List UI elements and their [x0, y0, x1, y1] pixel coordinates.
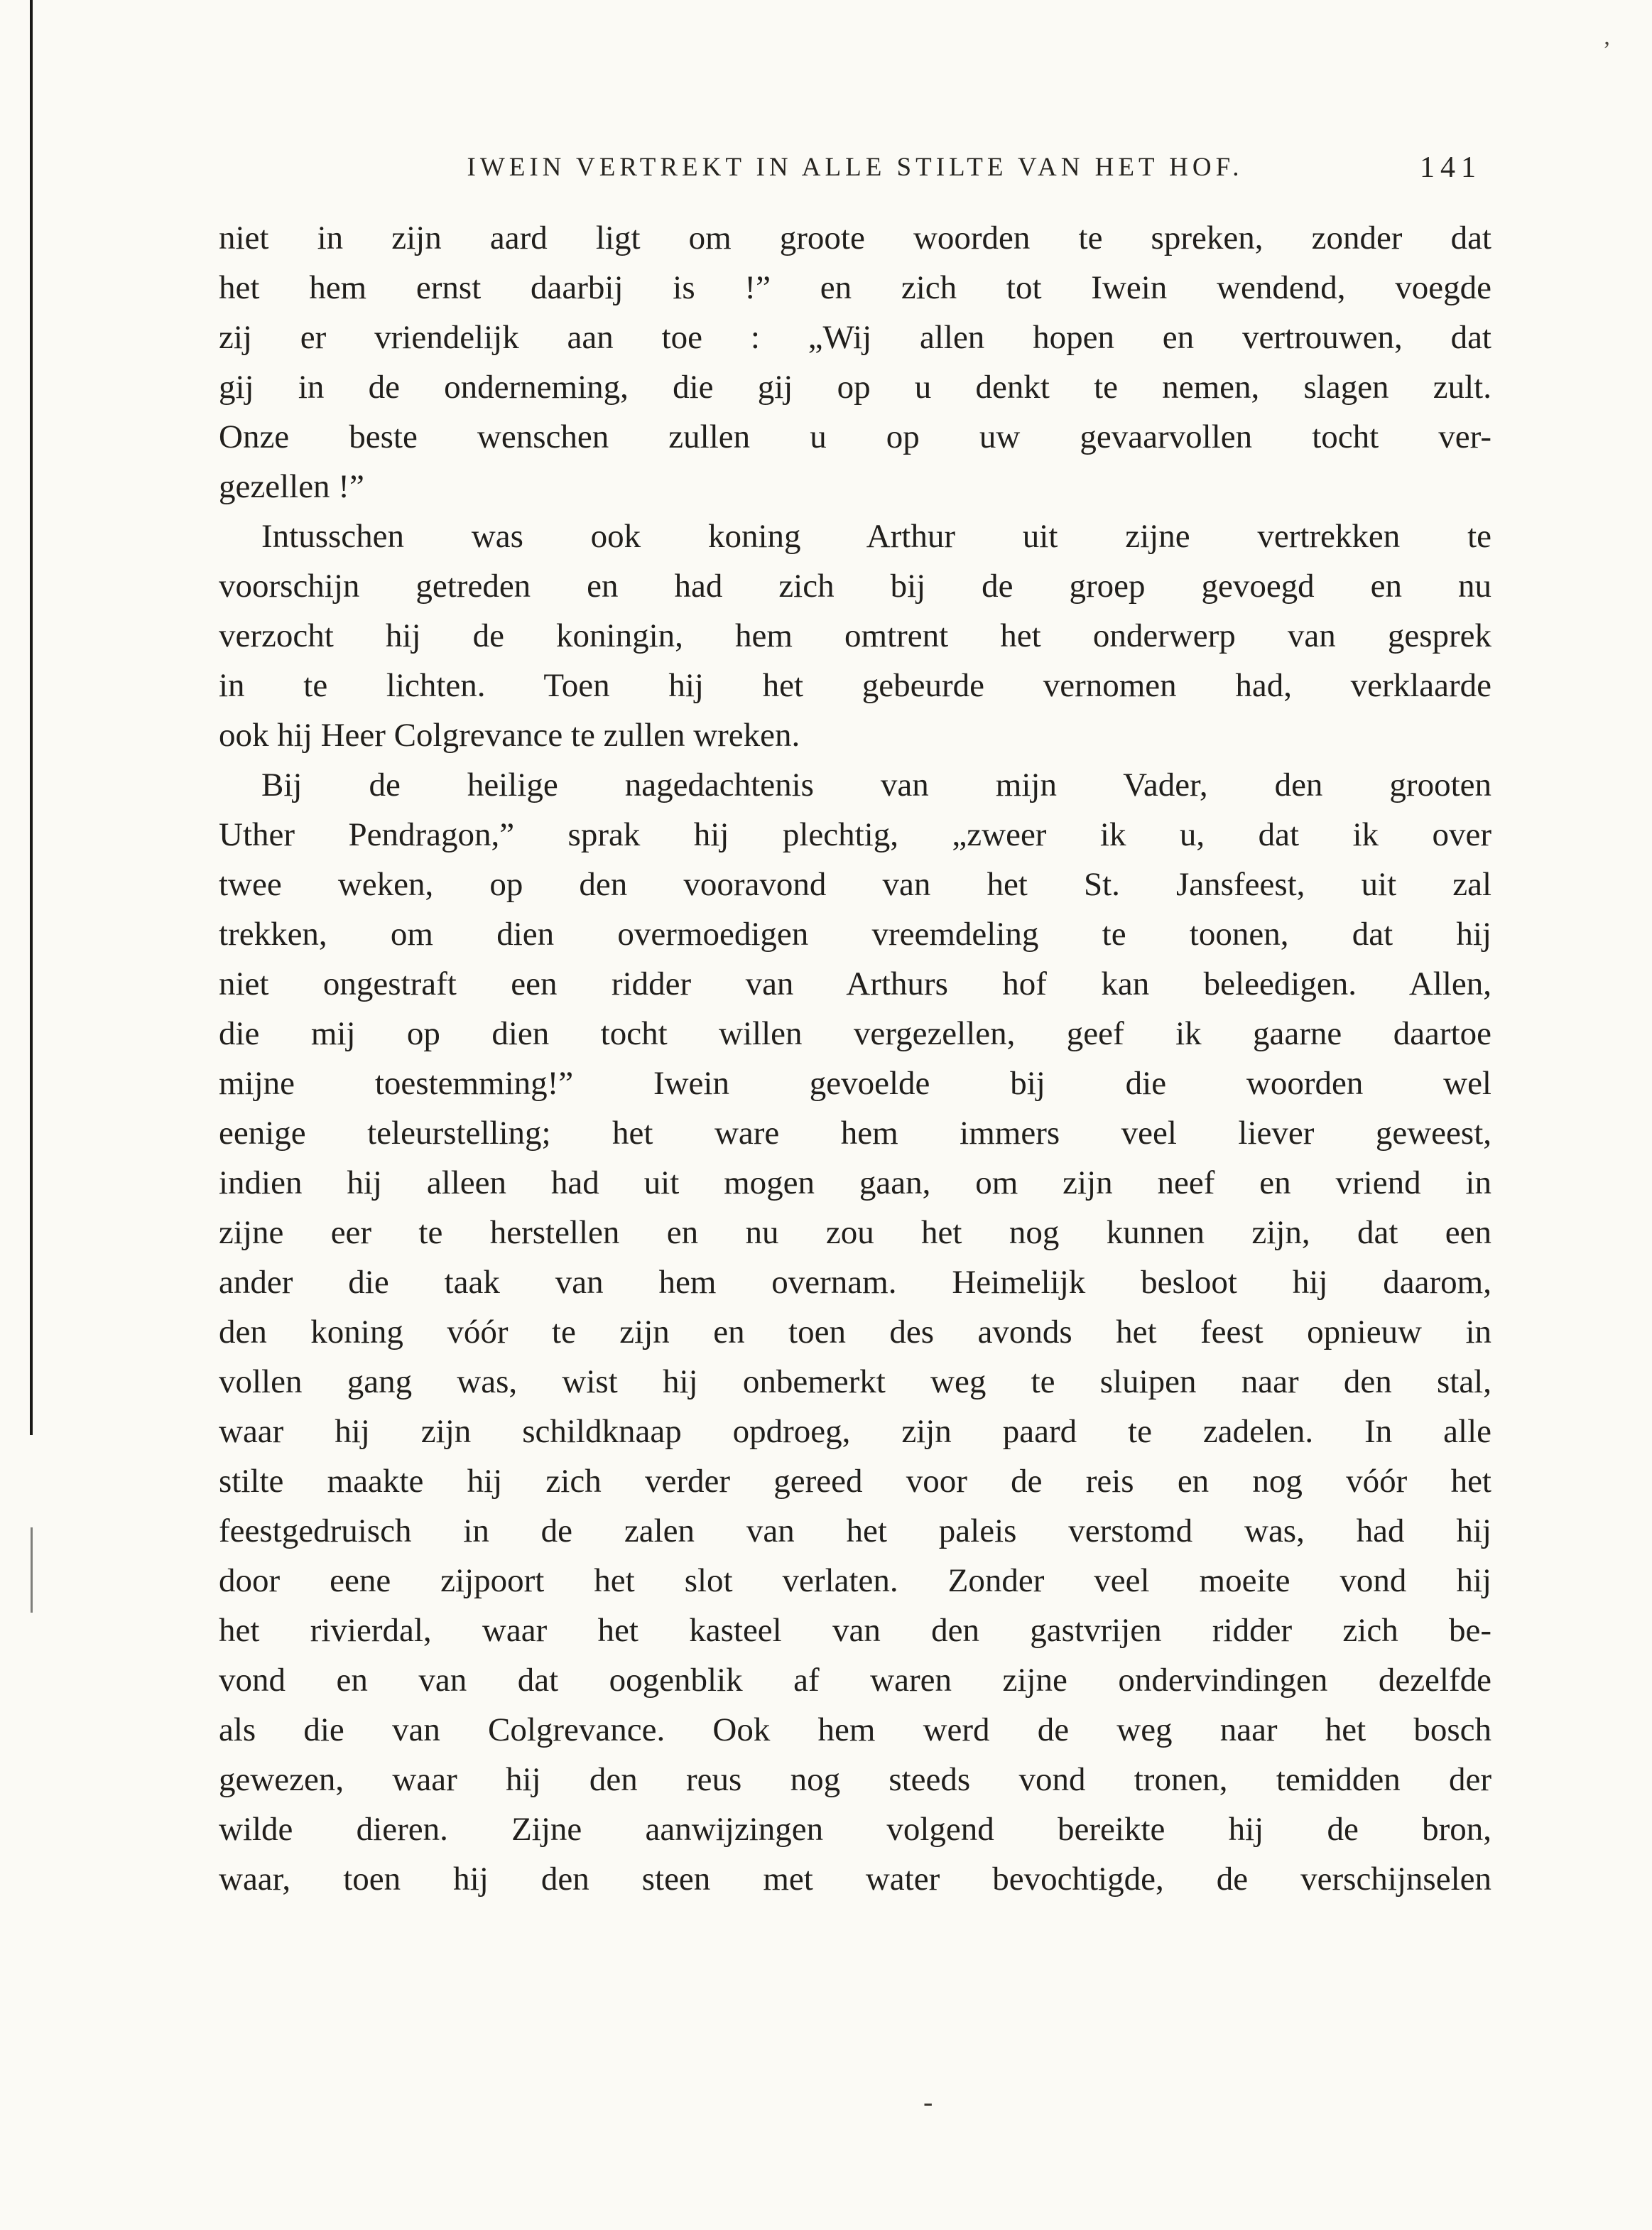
- text-line: Bij de heilige nagedachtenis van mijn Vader, den grooten: [261, 767, 1491, 803]
- text-line: als die van Colgrevance. Ook hem werd de weg naar het bosch: [219, 1711, 1491, 1748]
- text-line: vond en van dat oogenblik af waren zijne ondervindingen dezelfde: [219, 1662, 1491, 1699]
- text-line: voorschijn getreden en had zich bij de groep gevoegd en nu: [219, 568, 1491, 605]
- paragraph: [219, 760, 1491, 1904]
- text-line: Intusschen was ook koning Arthur uit zijne vertrekken te: [261, 518, 1491, 555]
- text-line: gezellen !”: [219, 468, 364, 505]
- text-line: ander die taak van hem overnam. Heimelijk besloot hij daarom,: [219, 1264, 1491, 1301]
- text-line: zij er vriendelijk aan toe : „Wij allen hopen en vertrouwen, dat: [219, 319, 1491, 356]
- text-line: die mij op dien tocht willen vergezellen, geef ik gaarne daartoe: [219, 1015, 1491, 1052]
- scan-artifact-top-right: ’: [1602, 37, 1611, 63]
- text-line: het hem ernst daarbij is !” en zich tot Iwein wendend, voegde: [219, 269, 1491, 306]
- text-line: het rivierdal, waar het kasteel van den gastvrijen ridder zich be-: [219, 1612, 1491, 1649]
- text-line: wilde dieren. Zijne aanwijzingen volgend bereikte hij de bron,: [219, 1811, 1491, 1848]
- text-line: indien hij alleen had uit mogen gaan, om zijn neef en vriend in: [219, 1164, 1491, 1201]
- scan-binding-edge-line-lower: [31, 1527, 33, 1613]
- running-title: IWEIN VERTREKT IN ALLE STILTE VAN HET HOF.: [467, 153, 1244, 182]
- text-line: trekken, om dien overmoedigen vreemdeling te toonen, dat hij: [219, 916, 1491, 953]
- text-line: ook hij Heer Colgrevance te zullen wreken.: [219, 717, 800, 754]
- paragraph: [219, 213, 1491, 512]
- text-line: verzocht hij de koningin, hem omtrent het onderwerp van gesprek: [219, 617, 1491, 654]
- text-line: Uther Pendragon,” sprak hij plechtig, „zweer ik u, dat ik over: [219, 816, 1491, 853]
- text-line: den koning vóór te zijn en toen des avonds het feest opnieuw in: [219, 1314, 1491, 1351]
- scan-binding-edge-line: [30, 0, 33, 1435]
- page-body: [219, 213, 1491, 1904]
- text-line: mijne toestemming!” Iwein gevoelde bij die woorden wel: [219, 1065, 1491, 1102]
- text-line: twee weken, op den vooravond van het St. Jansfeest, uit zal: [219, 866, 1491, 903]
- text-line: in te lichten. Toen hij het gebeurde vernomen had, verklaarde: [219, 667, 1491, 704]
- scan-artifact-bottom-center: -: [923, 2086, 933, 2118]
- text-line: zijne eer te herstellen en nu zou het nog kunnen zijn, dat een: [219, 1214, 1491, 1251]
- text-line: eenige teleurstelling; het ware hem immers veel liever geweest,: [219, 1115, 1491, 1152]
- paragraph: [219, 512, 1491, 760]
- page-header: [219, 152, 1491, 189]
- text-line: door eene zijpoort het slot verlaten. Zonder veel moeite vond hij: [219, 1562, 1491, 1599]
- text-line: Onze beste wenschen zullen u op uw gevaarvollen tocht ver-: [219, 418, 1491, 455]
- text-line: waar hij zijn schildknaap opdroeg, zijn paard te zadelen. In alle: [219, 1413, 1491, 1450]
- text-line: vollen gang was, wist hij onbemerkt weg te sluipen naar den stal,: [219, 1363, 1491, 1400]
- page-number: 141: [1420, 151, 1482, 184]
- text-line: feestgedruisch in de zalen van het paleis verstomd was, had hij: [219, 1512, 1491, 1549]
- text-line: niet ongestraft een ridder van Arthurs hof kan beleedigen. Allen,: [219, 965, 1491, 1002]
- text-line: waar, toen hij den steen met water bevochtigde, de verschijnselen: [219, 1861, 1491, 1898]
- text-line: niet in zijn aard ligt om groote woorden te spreken, zonder dat: [219, 220, 1491, 256]
- text-line: gij in de onderneming, die gij op u denkt te nemen, slagen zult.: [219, 369, 1491, 406]
- text-line: gewezen, waar hij den reus nog steeds vond tronen, temidden der: [219, 1761, 1491, 1798]
- text-line: stilte maakte hij zich verder gereed voor de reis en nog vóór het: [219, 1463, 1491, 1500]
